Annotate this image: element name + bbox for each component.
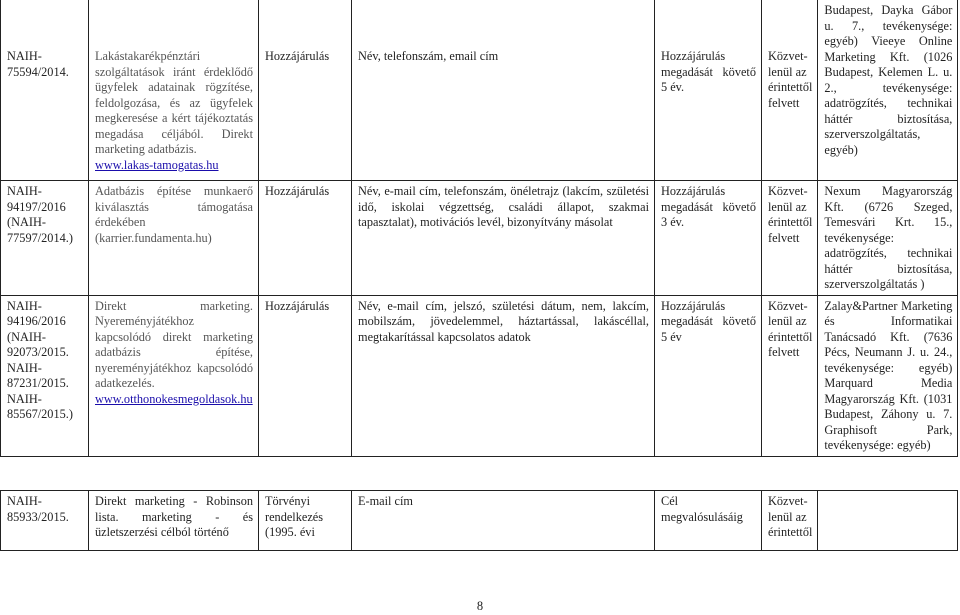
registration-id-cell: NAIH-94196/2016 (NAIH-92073/2015. NAIH-87231/2015. NAIH-85567/2015.) xyxy=(1,295,89,456)
data-source-cell: Közvet-lenül az érintettől felvett xyxy=(762,0,818,181)
table-row xyxy=(1,295,958,456)
purpose-cell: Direkt marketing. Nyereményjátékhoz kapcsolódó direkt marketing adatbázis építése, nyereményjátékhoz kapcsolódó adatkezelés. www.otthonokesmegoldasok.hu xyxy=(89,295,259,456)
legal-basis-cell: Hozzájárulás xyxy=(259,0,352,181)
registration-id-cell: NAIH-85933/2015. xyxy=(1,491,89,551)
table-row xyxy=(1,181,958,296)
table-row xyxy=(1,0,958,181)
purpose-cell: Lakástakarékpénztári szolgáltatások iránt érdeklődő ügyfelek adatainak rögzítése, feldolgozása, és az ügyfelek megkeresése a kért tájékoztatás megadása céljából. Direkt marketing adatbázis. www.lakas-tamogatas.hu xyxy=(89,0,259,181)
legal-basis-cell: Hozzájárulás xyxy=(259,295,352,456)
data-types-cell: Név, e-mail cím, telefonszám, önéletrajz (lakcím, születési idő, iskolai végzettség, családi állapot, szakmai tapasztalat), motivációs levél, bizonyítvány másolat xyxy=(352,181,655,296)
website-link[interactable]: www.lakas-tamogatas.hu xyxy=(95,157,219,172)
purpose-cell: Direkt marketing - Robinson lista. marketing - és üzletszerzési célból történő xyxy=(89,491,259,551)
data-processing-table-continued xyxy=(0,490,958,551)
legal-basis-cell: Hozzájárulás xyxy=(259,181,352,296)
data-source-cell: Közvet-lenül az érintettől xyxy=(762,491,818,551)
data-source-cell: Közvet-lenül az érintettől felvett xyxy=(762,181,818,296)
data-types-cell: Név, e-mail cím, jelszó, születési dátum, nem, lakcím, mobilszám, jövedelemmel, háztartással, lakáscéllal, megtakarítással kapcsolatos adatok xyxy=(352,295,655,456)
website-link[interactable]: www.otthonokesmegoldasok.hu xyxy=(95,391,253,406)
duration-cell: Hozzájárulás megadását követő 5 év xyxy=(655,295,762,456)
table-row xyxy=(1,491,958,551)
legal-basis-cell: Törvényi rendelkezés (1995. évi xyxy=(259,491,352,551)
purpose-cell: Adatbázis építése munkaerő kiválasztás támogatása érdekében (karrier.fundamenta.hu) xyxy=(89,181,259,296)
processor-cell xyxy=(818,491,958,551)
processor-cell: Nexum Magyarország Kft. (6726 Szeged, Temesvári Krt. 15., tevékenysége: adatrögzítés, technikai háttér biztosítása, szerverszolgáltatás ) xyxy=(818,181,958,296)
processor-cell: Budapest, Dayka Gábor u. 7., tevékenysége: egyéb) Vieeye Online Marketing Kft. (1026 Budapest, Kelemen L. u. 2., tevékenysége: adatrögzítés, technikai háttér biztosítása, szerverszolgáltatás, egyéb) xyxy=(818,0,958,181)
data-source-cell: Közvet-lenül az érintettől felvett xyxy=(762,295,818,456)
data-types-cell: Név, telefonszám, email cím xyxy=(352,0,655,181)
registration-id-cell: NAIH-94197/2016 (NAIH-77597/2014.) xyxy=(1,181,89,296)
data-types-cell: E-mail cím xyxy=(352,491,655,551)
registration-id-cell: NAIH-75594/2014. xyxy=(1,0,89,181)
duration-cell: Hozzájárulás megadását követő 3 év. xyxy=(655,181,762,296)
duration-cell: Hozzájárulás megadását követő 5 év. xyxy=(655,0,762,181)
duration-cell: Cél megvalósulásáig xyxy=(655,491,762,551)
page-number: 8 xyxy=(476,599,484,613)
processor-cell: Zalay&Partner Marketing és Informatikai Tanácsadó Kft. (7636 Pécs, Neumann J. u. 24., tevékenysége: egyéb) Marquard Media Magyarország Kft. (1031 Budapest, Záhony u. 7. Graphisoft Park, tevékenysége: egyéb) xyxy=(818,295,958,456)
